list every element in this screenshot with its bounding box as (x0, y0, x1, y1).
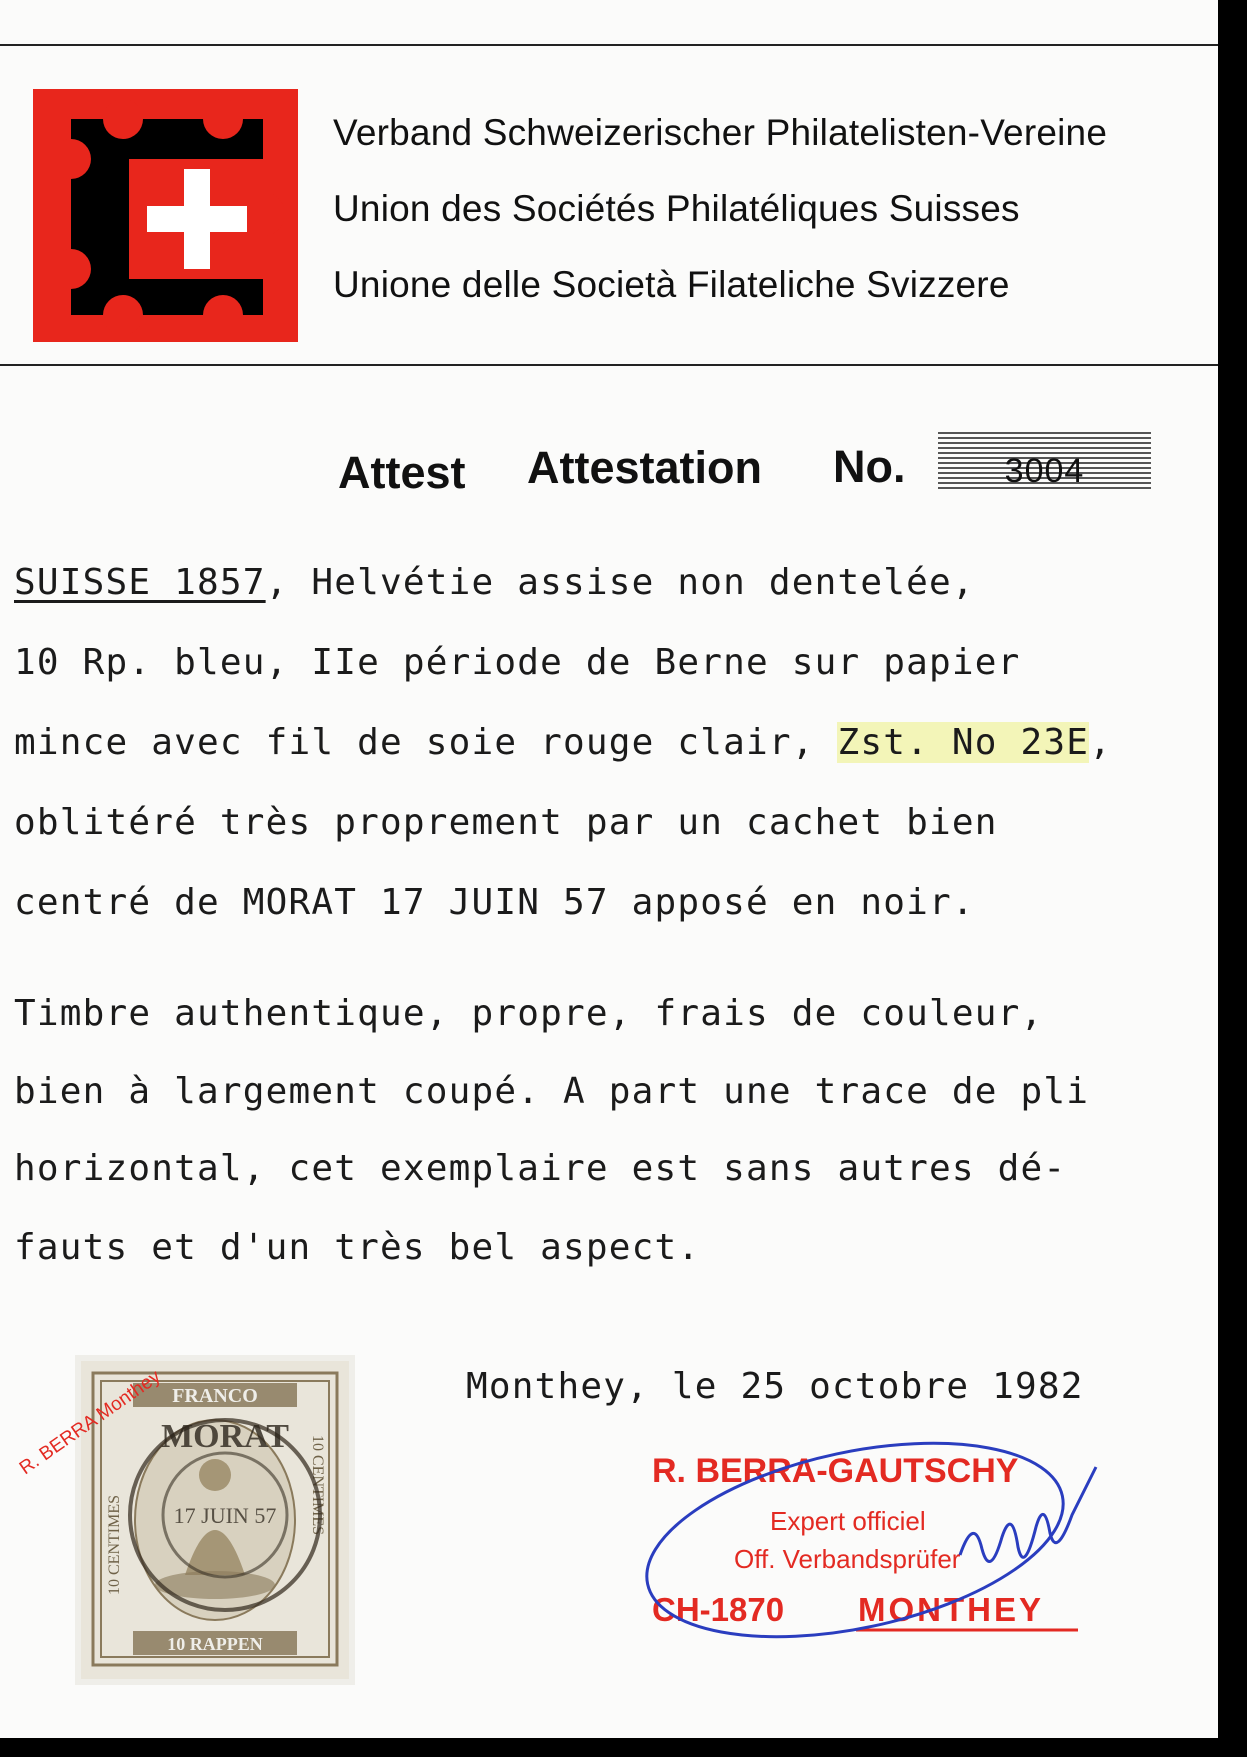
expert-title-fr: Expert officiel (770, 1506, 926, 1536)
certificate-number-box (938, 432, 1151, 492)
body-line-9: fauts et d'un très bel aspect. (14, 1227, 701, 1268)
body-line-8: horizontal, cet exemplaire est sans autres dé- (14, 1148, 1067, 1189)
expert-city: MONTHEY (858, 1591, 1044, 1628)
association-name-it: Unione delle Società Filateliche Svizzere (333, 264, 1010, 305)
expert-seal (600, 1430, 1160, 1665)
number-label: No. (833, 441, 906, 492)
body-line-5: centré de MORAT 17 JUIN 57 apposé en noir. (14, 882, 975, 923)
stamp-side-right: 10 CENTIMES (309, 1435, 326, 1535)
body-line-4: oblitéré très proprement par un cachet bien (14, 802, 998, 843)
body-line-2: 10 Rp. bleu, IIe période de Berne sur papier (14, 642, 1021, 683)
stamp-bottom-text: 10 RAPPEN (167, 1634, 263, 1654)
back-signature-stamp (5, 1310, 235, 1485)
middle-rule (0, 364, 1218, 366)
stamp-top-text: FRANCO (172, 1385, 258, 1407)
stamp-side-left: 10 CENTIMES (106, 1495, 123, 1595)
back-signature-text: R. BERRA Monthey (15, 1366, 165, 1480)
stamp-postmark-date: 17 JUIN 57 (173, 1503, 277, 1528)
certificate-number: 3004 (1004, 452, 1085, 490)
body-line-1: SUISSE 1857, Helvétie assise non dentelée, (14, 562, 975, 603)
body-line-7: bien à largement coupé. A part une trace de pli (14, 1071, 1090, 1112)
attest-heading: Attest (338, 447, 466, 498)
expert-postcode: CH-1870 (652, 1591, 785, 1628)
country-year: SUISSE 1857 (14, 562, 266, 603)
stamp-postmark: MORAT (161, 1418, 289, 1455)
attestation-heading: Attestation (527, 442, 762, 493)
expert-title-de: Off. Verbandsprüfer (734, 1544, 961, 1574)
catalog-number-highlight: Zst. No 23E (837, 722, 1090, 763)
association-name-de: Verband Schweizerischer Philatelisten-Vereine (333, 112, 1108, 153)
expert-name: R. BERRA-GAUTSCHY (652, 1452, 1019, 1490)
body-line-3: mince avec fil de soie rouge clair, Zst. No 23E, (14, 722, 1112, 763)
body-line-6: Timbre authentique, propre, frais de couleur, (14, 993, 1044, 1034)
association-name-fr: Union des Sociétés Philatéliques Suisses (333, 188, 1020, 229)
place-and-date: Monthey, le 25 octobre 1982 (466, 1366, 1084, 1407)
association-logo (33, 89, 298, 342)
top-rule (0, 44, 1218, 46)
